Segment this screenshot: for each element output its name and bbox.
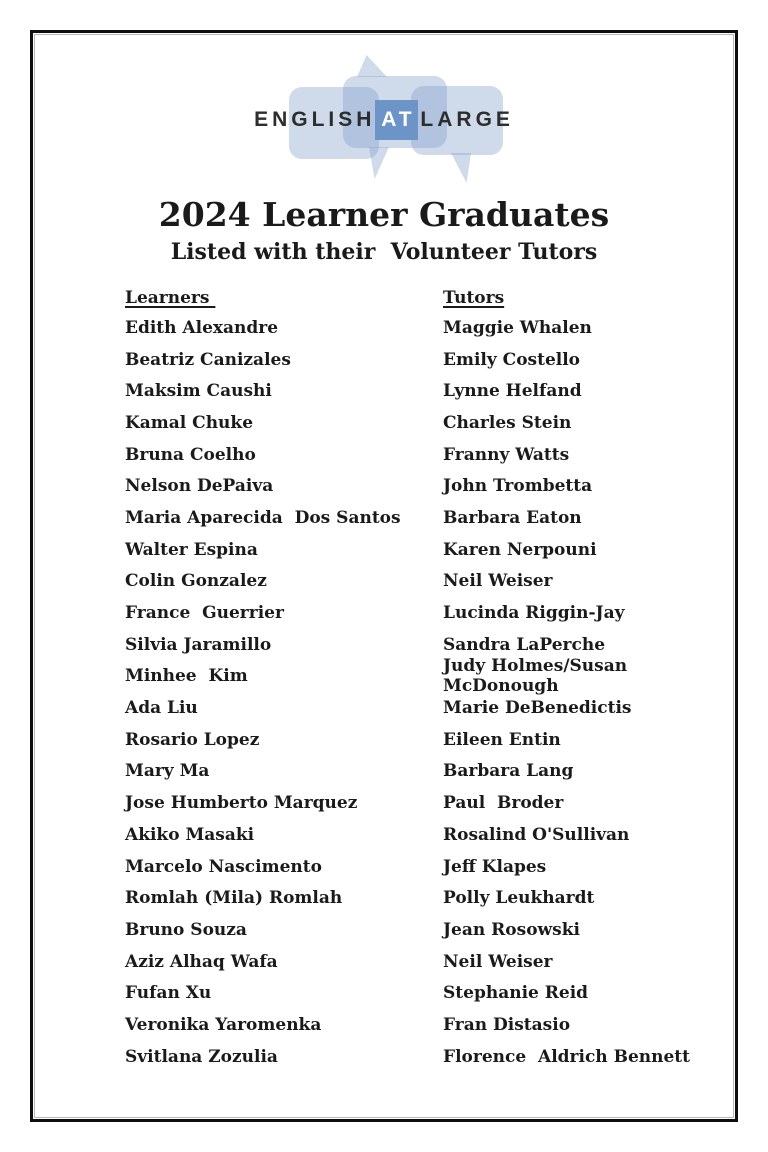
- tutor-name: Franny Watts: [443, 444, 570, 465]
- learner-name: Bruno Souza: [125, 919, 247, 940]
- tutor-name: Paul Broder: [443, 793, 564, 814]
- learner-name: Minhee Kim: [125, 666, 248, 687]
- table-row: [125, 756, 723, 788]
- table-row: [125, 566, 723, 598]
- learner-name: Nelson DePaiva: [125, 476, 274, 497]
- logo-text-at: AT: [381, 108, 416, 131]
- logo-text-english: ENGLISH: [254, 108, 376, 131]
- tutor-name: Lucinda Riggin-Jay: [443, 603, 625, 624]
- tutor-name: Barbara Lang: [443, 761, 574, 782]
- tutor-name: Rosalind O'Sullivan: [443, 824, 630, 845]
- table-row: [125, 851, 723, 883]
- table-row: [125, 914, 723, 946]
- tutor-name: Florence Aldrich Bennett: [443, 1046, 691, 1067]
- table-row: [125, 1041, 723, 1073]
- tutor-name: Jean Rosowski: [443, 919, 580, 940]
- tutor-name: Barbara Eaton: [443, 507, 582, 528]
- tutor-name: John Trombetta: [443, 476, 593, 497]
- table-row: [125, 597, 723, 629]
- table-row: [125, 344, 723, 376]
- learner-name: Marcelo Nascimento: [125, 856, 322, 877]
- tutors-column-header: Tutors: [443, 287, 505, 308]
- learner-name: Silvia Jaramillo: [125, 634, 272, 655]
- table-row: [125, 502, 723, 534]
- table-row: [125, 470, 723, 502]
- tutor-name: Marie DeBenedictis: [443, 698, 632, 719]
- tutor-name: Maggie Whalen: [443, 317, 592, 338]
- learner-name: Fufan Xu: [125, 983, 212, 1004]
- tutor-name: Jeff Klapes: [443, 856, 547, 877]
- learner-name: Kamal Chuke: [125, 412, 254, 433]
- speech-bubble-right-tail-icon: [451, 153, 471, 183]
- table-row: [125, 407, 723, 439]
- tutor-name: Neil Weiser: [443, 951, 553, 972]
- page-border-frame: [30, 30, 738, 1122]
- learner-name: Maria Aparecida Dos Santos: [125, 507, 401, 528]
- table-row: [125, 1009, 723, 1041]
- learner-name: Aziz Alhaq Wafa: [125, 951, 278, 972]
- page-border-inner-line: [34, 34, 734, 1118]
- tutor-name: Eileen Entin: [443, 729, 561, 750]
- tutor-name: Judy Holmes/Susan McDonough: [443, 656, 634, 697]
- table-row: [125, 946, 723, 978]
- table-row: [125, 819, 723, 851]
- learner-name: Beatriz Canizales: [125, 349, 291, 370]
- table-row: [125, 312, 723, 344]
- learner-name: Akiko Masaki: [125, 824, 255, 845]
- page-title: 2024 Learner Graduates: [158, 195, 610, 234]
- learner-name: France Guerrier: [125, 603, 284, 624]
- learner-name: Jose Humberto Marquez: [125, 793, 358, 814]
- tutor-name: Lynne Helfand: [443, 381, 582, 402]
- tutor-name: Fran Distasio: [443, 1014, 571, 1035]
- logo-at-box: [375, 100, 418, 140]
- tutor-name: Polly Leukhardt: [443, 888, 595, 909]
- learner-name: Rosario Lopez: [125, 729, 260, 750]
- learner-name: Mary Ma: [125, 761, 210, 782]
- logo-wordmark: [239, 100, 529, 140]
- page-subtitle: Listed with their Volunteer Tutors: [170, 239, 598, 265]
- table-row: [125, 439, 723, 471]
- tutor-name: Karen Nerpouni: [443, 539, 597, 560]
- tutor-name: Neil Weiser: [443, 571, 553, 592]
- table-row: [125, 375, 723, 407]
- learners-column-header: Learners: [125, 287, 216, 308]
- table-row: [125, 882, 723, 914]
- table-row: [125, 977, 723, 1009]
- learner-name: Walter Espina: [125, 539, 258, 560]
- table-row: [125, 656, 723, 697]
- list-header-row: [125, 283, 723, 312]
- table-row: [125, 724, 723, 756]
- table-row: [125, 787, 723, 819]
- tutor-name: Charles Stein: [443, 412, 572, 433]
- learner-name: Colin Gonzalez: [125, 571, 267, 592]
- learner-name: Ada Liu: [125, 698, 198, 719]
- learner-name: Bruna Coelho: [125, 444, 256, 465]
- learner-name: Veronika Yaromenka: [125, 1014, 322, 1035]
- tutor-name: Emily Costello: [443, 349, 581, 370]
- speech-bubble-top-tail-icon: [357, 55, 387, 77]
- tutor-name: Sandra LaPerche: [443, 634, 606, 655]
- learner-name: Romlah (Mila) Romlah: [125, 888, 343, 909]
- table-row: [125, 534, 723, 566]
- speech-bubble-bottom-tail-icon: [369, 147, 389, 179]
- learner-name: Maksim Caushi: [125, 381, 272, 402]
- learner-name: Edith Alexandre: [125, 317, 279, 338]
- english-at-large-logo: [239, 43, 529, 185]
- table-row: [125, 692, 723, 724]
- list-rows: [125, 312, 723, 1073]
- learner-name: Svitlana Zozulia: [125, 1046, 278, 1067]
- graduates-list: [35, 283, 733, 1073]
- logo-text-large: LARGE: [420, 108, 514, 131]
- tutor-name: Stephanie Reid: [443, 983, 589, 1004]
